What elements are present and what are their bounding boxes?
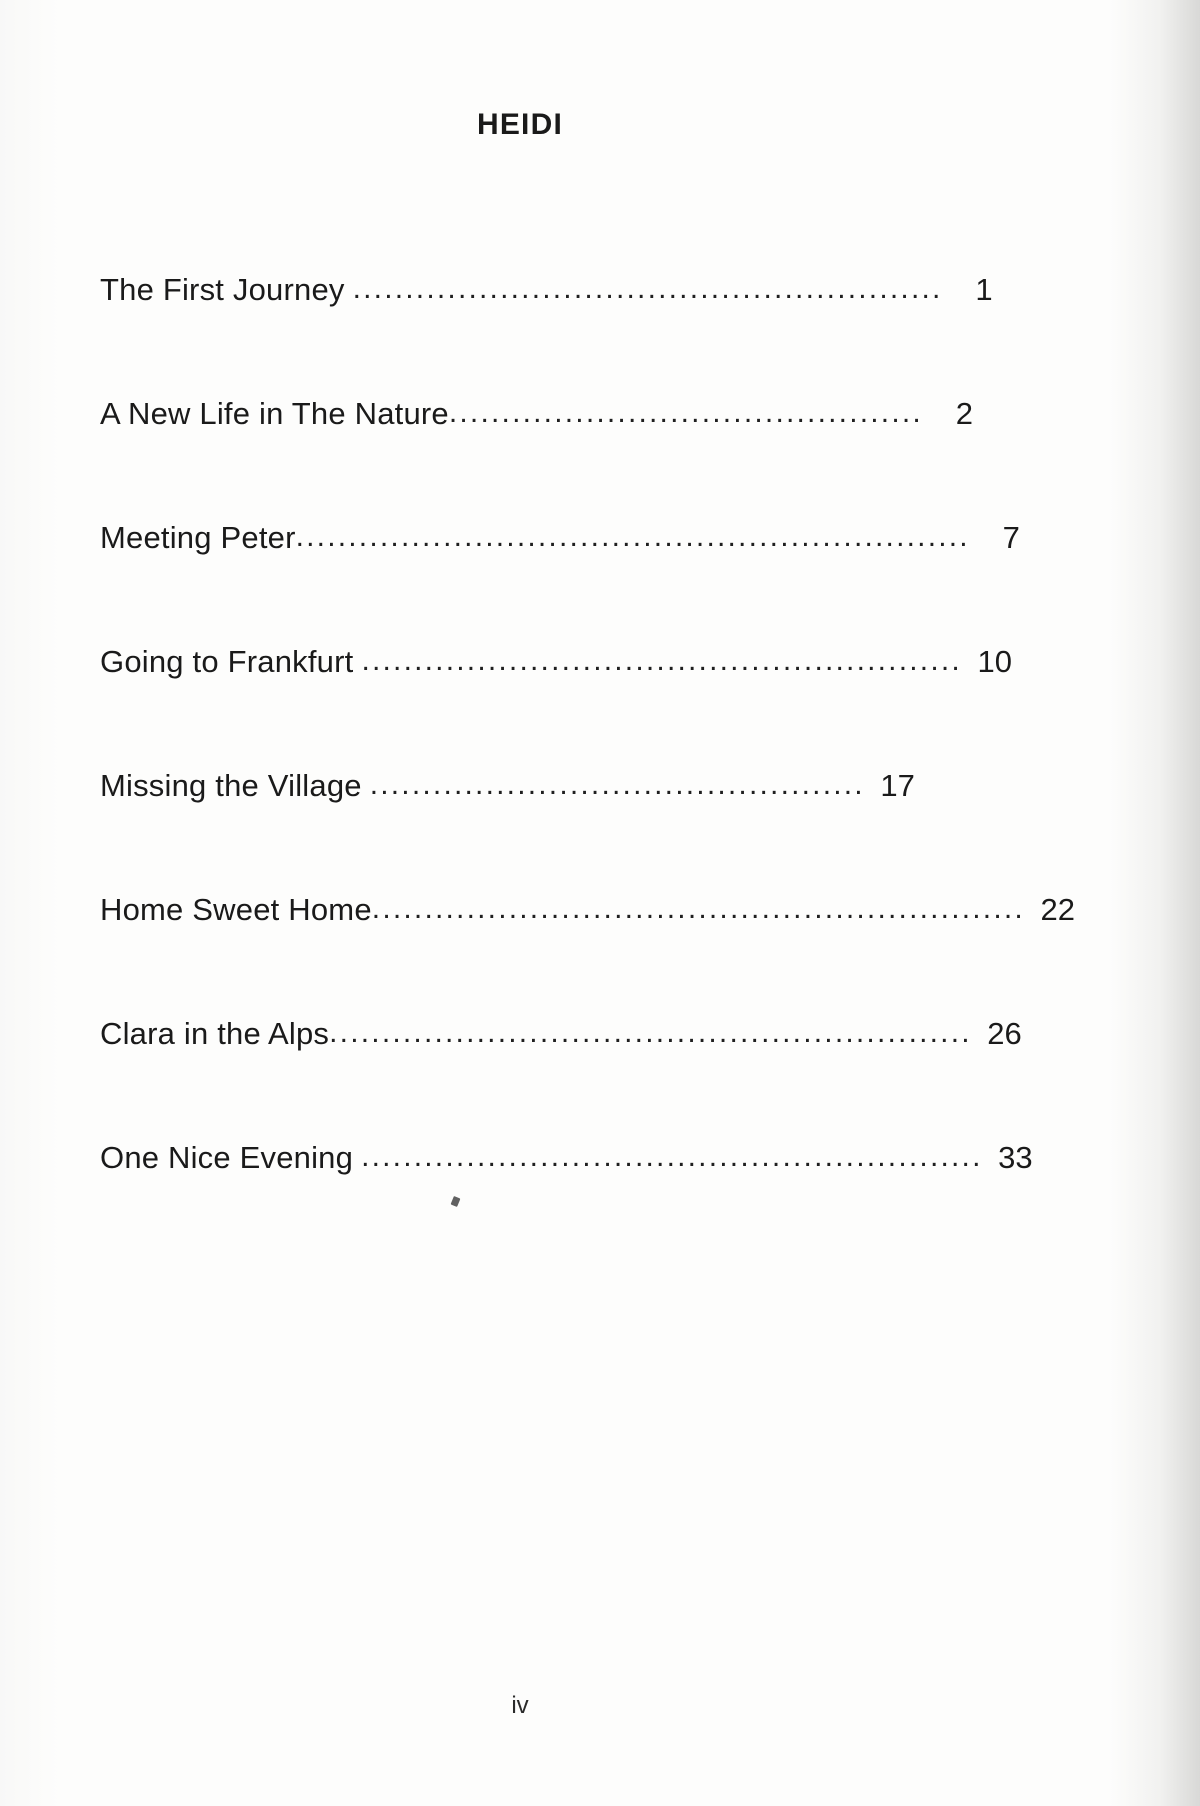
toc-entry-page-number: 7 bbox=[1002, 520, 1020, 555]
toc-entry-title: Going to Frankfurt bbox=[100, 644, 354, 679]
toc-entry-page-number: 33 bbox=[998, 1140, 1033, 1175]
folio-page-number: iv bbox=[511, 1692, 529, 1719]
toc-entry-page-number: 2 bbox=[955, 396, 973, 431]
toc-leader-dots: ............................................... bbox=[369, 768, 865, 801]
toc-entry[interactable] bbox=[100, 644, 1012, 768]
toc-entry-title: One Nice Evening bbox=[100, 1140, 354, 1175]
toc-entry-title: The First Journey bbox=[100, 272, 345, 307]
toc-entry-title: Missing the Village bbox=[100, 768, 362, 803]
toc-entry-page-number: 1 bbox=[975, 272, 993, 307]
toc-leader-dots: ......................................................... bbox=[361, 644, 962, 677]
toc-entry-title: Meeting Peter bbox=[100, 520, 296, 555]
toc-entry-page-number: 26 bbox=[987, 1016, 1022, 1051]
toc-leader-dots: .............................................................. bbox=[371, 892, 1025, 925]
toc-entry-title: A New Life in The Nature bbox=[100, 396, 449, 431]
toc-leader-dots: ................................................................ bbox=[295, 520, 970, 553]
page-title: HEIDI bbox=[476, 108, 563, 141]
toc-entry[interactable] bbox=[100, 1140, 1033, 1264]
toc-entry-title: Clara in the Alps bbox=[100, 1016, 330, 1051]
toc-entry[interactable] bbox=[100, 396, 973, 520]
toc-entry-page-number: 22 bbox=[1040, 892, 1075, 927]
toc-leader-dots: ............................................................. bbox=[329, 1016, 972, 1049]
toc-entry-title: Home Sweet Home bbox=[100, 892, 372, 927]
toc-entry[interactable] bbox=[100, 520, 1020, 644]
toc-leader-dots: ........................................................ bbox=[352, 272, 943, 305]
toc-leader-dots: ........................................................... bbox=[361, 1140, 983, 1173]
toc-entry-page-number: 10 bbox=[977, 644, 1012, 679]
toc-leader-dots: ............................................. bbox=[448, 396, 923, 429]
toc-entry[interactable] bbox=[100, 1016, 1022, 1140]
toc-entry[interactable] bbox=[100, 892, 1075, 1016]
table-of-contents bbox=[100, 272, 1075, 1264]
toc-entry[interactable] bbox=[100, 768, 915, 892]
toc-entry[interactable] bbox=[100, 272, 993, 396]
toc-entry-page-number: 17 bbox=[880, 768, 915, 803]
